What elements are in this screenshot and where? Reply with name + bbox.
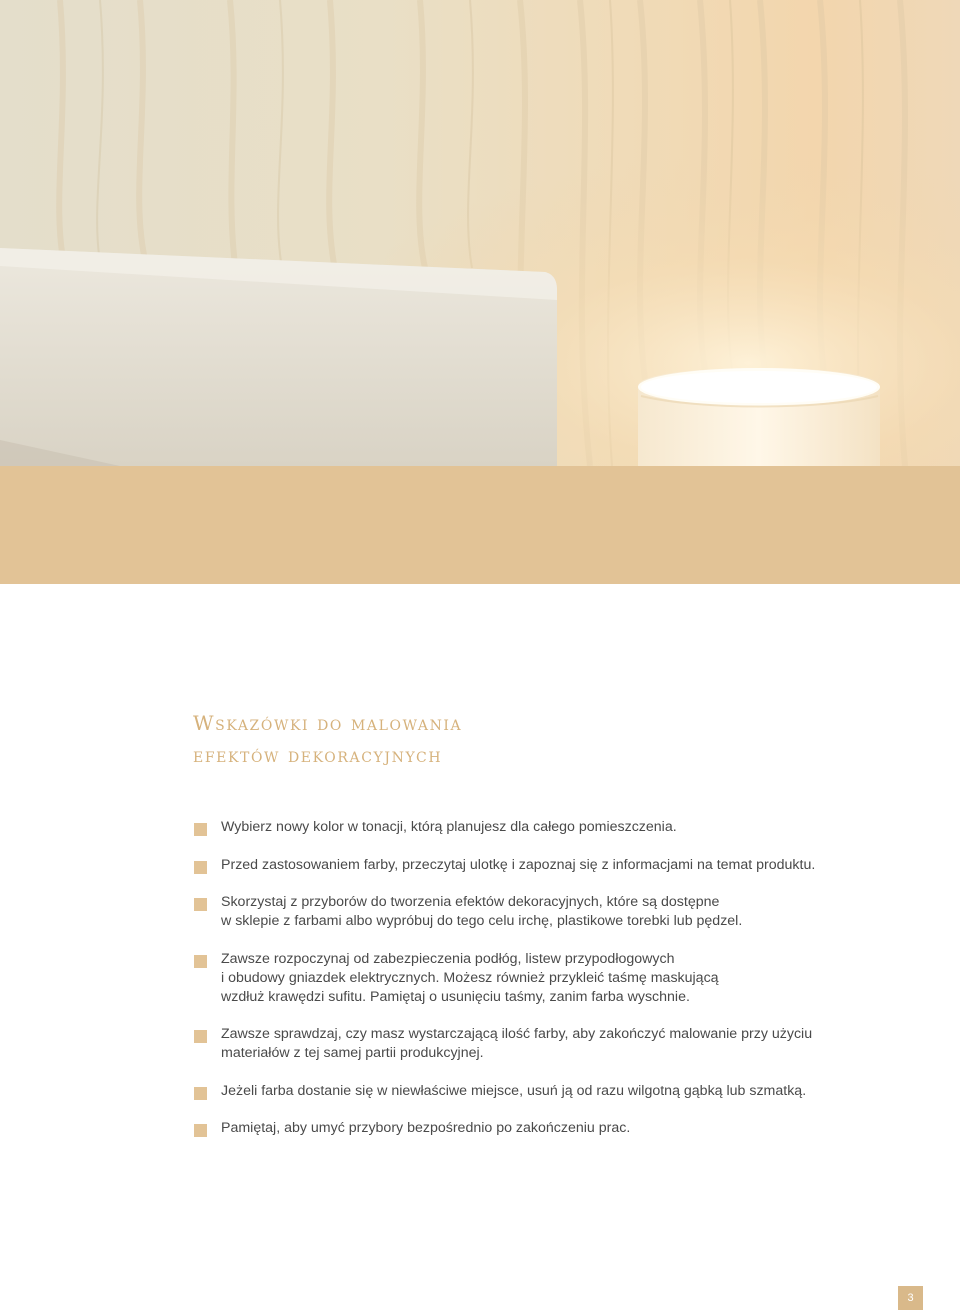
tip-text: Przed zastosowaniem farby, przeczytaj ulotkę i zapoznaj się z informacjami na temat produktu. (221, 856, 816, 873)
bullet-square-icon (194, 1124, 207, 1137)
heading-line-2: efektów dekoracyjnych (193, 743, 443, 767)
headboard-and-lamp-illustration (0, 0, 960, 466)
bullet-square-icon (194, 1087, 207, 1100)
page-number: 3 (898, 1286, 923, 1310)
tip-text: Zawsze sprawdzaj, czy masz wystarczającą ilość farby, aby zakończyć malowanie przy użyciu materiałów z tej samej partii produkcyjnej. (221, 1026, 813, 1061)
heading-line-1: Wskazówki do malowania (193, 711, 463, 735)
list-item (193, 818, 873, 837)
bullet-square-icon (194, 1030, 207, 1043)
bullet-square-icon (194, 955, 207, 968)
tip-text: Pamiętaj, aby umyć przybory bezpośrednio po zakończeniu prac. (221, 1120, 631, 1136)
list-item (193, 1119, 873, 1138)
tip-text: Wybierz nowy kolor w tonacji, którą planujesz dla całego pomieszczenia. (221, 819, 677, 835)
bullet-square-icon (194, 898, 207, 911)
tips-list (193, 818, 873, 1157)
header-photo (0, 0, 960, 466)
list-item (193, 950, 873, 1007)
list-item (193, 1082, 873, 1101)
bullet-square-icon (194, 861, 207, 874)
bullet-square-icon (194, 823, 207, 836)
list-item (193, 893, 873, 931)
list-item (193, 1025, 873, 1063)
tip-text: Jeżeli farba dostanie się w niewłaściwe miejsce, usuń ją od razu wilgotną gąbką lub szmatką. (221, 1082, 807, 1099)
section-heading (193, 707, 462, 771)
decorative-band (0, 466, 960, 584)
tip-text: Zawsze rozpoczynaj od zabezpieczenia podłóg, listew przypodłogowych i obudowy gniazdek elektrycznych. Możesz również przykleić taśmę maskującą wzdłuż krawędzi sufitu. Pamiętaj o usunięciu taśmy, zanim farba wyschnie. (221, 950, 719, 1005)
tip-text: Skorzystaj z przyborów do tworzenia efektów dekoracyjnych, które są dostępne w sklepie z farbami albo wypróbuj do tego celu irchę, plastikowe torebki lub pędzel. (221, 894, 743, 929)
list-item (193, 856, 873, 875)
